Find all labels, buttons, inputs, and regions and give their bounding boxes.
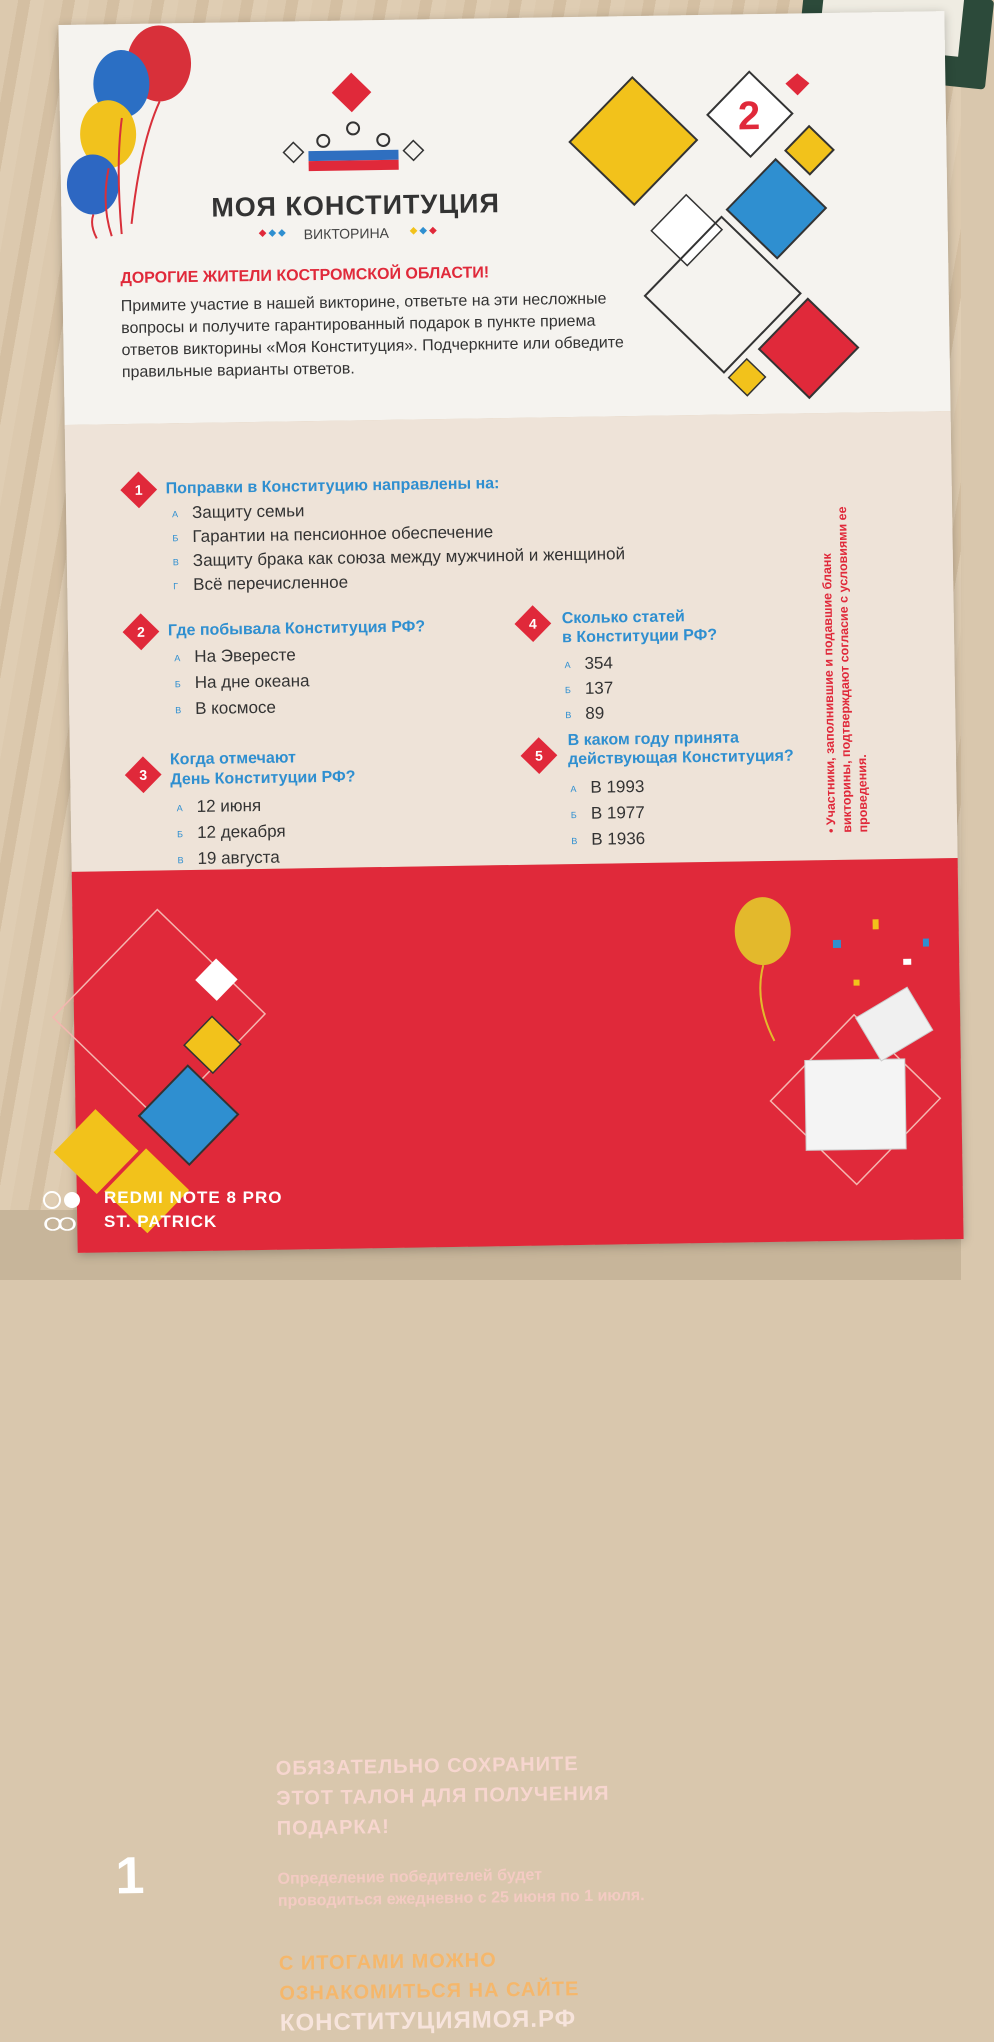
option-text: 89: [585, 703, 605, 723]
logo-title: МОЯ КОНСТИТУЦИЯ: [211, 188, 501, 223]
bottom-yellow-diamond: [729, 359, 766, 396]
option-letter: Б: [177, 828, 184, 839]
results-notice: [279, 1944, 580, 2009]
q2-option-b[interactable]: [175, 671, 310, 693]
red-tv-diamond: [759, 299, 858, 398]
q4-option-c[interactable]: [565, 704, 604, 725]
q5-title-line2: действующая Конституция?: [567, 747, 794, 769]
white-small-diamond: [195, 958, 237, 1000]
watermark-device: REDMI NOTE 8 PRO: [104, 1188, 283, 1207]
q1-option-b[interactable]: [172, 522, 493, 547]
option-text: В 1977: [590, 802, 645, 823]
side-note: • Участники, заполнившие и подавшие бланк викторины, подтверждают согласие с условиями ее проведения.: [819, 506, 871, 834]
winners-line-1: Определение победителей будет: [277, 1866, 543, 1888]
q3-option-b[interactable]: [177, 822, 286, 844]
infinity-icon: [42, 1214, 98, 1234]
confetti-1: [833, 940, 841, 948]
option-text: В космосе: [195, 697, 277, 718]
watermark-author: ST. PATRICK: [104, 1212, 218, 1231]
option-text: Защиту семьи: [191, 501, 305, 522]
option-text: 19 августа: [197, 847, 280, 868]
option-text: 12 июня: [196, 795, 262, 816]
corner-number: 2: [737, 94, 761, 139]
questions-section: [65, 411, 958, 872]
option-letter: Б: [564, 684, 571, 695]
save-line-2: ЭТОТ ТАЛОН ДЛЯ ПОЛУЧЕНИЯ: [276, 1782, 610, 1810]
option-text: Гарантии на пенсионное обеспечение: [192, 522, 494, 546]
logo-outline-diamond-right: [404, 141, 424, 161]
logo-mark: [277, 69, 429, 181]
gold-balloon-string: [760, 965, 775, 1041]
save-line-3: ПОДАРКА!: [276, 1816, 390, 1840]
results-line-2: ОЗНАКОМИТЬСЯ НА САЙТЕ: [279, 1978, 580, 2005]
q4-title-line2: в Конституции РФ?: [561, 626, 718, 647]
option-text: 354: [584, 653, 614, 673]
confetti-5: [923, 938, 929, 946]
option-text: 12 декабря: [196, 821, 286, 842]
option-text: В 1993: [590, 776, 645, 797]
logo-red-diamond: [332, 73, 372, 113]
blue-home-diamond: [139, 1066, 238, 1165]
watermark-line-1: [42, 1188, 282, 1212]
q3-number: 3: [139, 766, 148, 783]
q3-title-line1: Когда отмечают: [169, 749, 297, 769]
quiz-flyer: [58, 11, 963, 2037]
watermark-line-2: [42, 1212, 282, 1236]
q5-title-line1: В каком году принята: [567, 729, 740, 750]
flyer-heading: ДОРОГИЕ ЖИТЕЛИ КОСТРОМСКОЙ ОБЛАСТИ!: [120, 264, 490, 288]
option-letter: А: [176, 802, 183, 813]
winners-notice: [277, 1863, 644, 1913]
q1-option-d[interactable]: [173, 573, 348, 596]
q3-title-line2: День Конституции РФ?: [170, 768, 356, 789]
gift-and-balloon-illustration: [712, 878, 957, 1182]
q4-number: 4: [528, 615, 537, 632]
yellow-diamond: [570, 77, 697, 204]
logo-stripe-red: [309, 160, 399, 171]
balloons-illustration: [58, 23, 221, 245]
option-text: На дне океана: [194, 671, 310, 692]
option-text: В 1936: [591, 828, 646, 849]
gift-box: [805, 1059, 906, 1151]
gift-lid: [856, 987, 933, 1061]
q4-option-a[interactable]: [564, 653, 613, 674]
option-letter: А: [174, 652, 181, 663]
confetti-2: [873, 919, 879, 929]
logo-stripe-blue: [308, 150, 398, 161]
yellow-frame-diamond: [184, 1016, 241, 1073]
logo-dots-left: ◆◆◆: [258, 227, 288, 239]
results-line-1: С ИТОГАМИ МОЖНО: [278, 1949, 497, 1975]
q5-option-a[interactable]: [570, 777, 644, 798]
logo-figure-right: [377, 134, 389, 146]
q5-option-c[interactable]: [571, 829, 645, 850]
q1-option-c[interactable]: [173, 544, 625, 571]
site-link[interactable]: КОНСТИТУЦИЯМОЯ.РФ: [279, 2005, 577, 2037]
option-text: Всё перечисленное: [193, 572, 349, 594]
dual-camera-icon: [42, 1190, 98, 1210]
q4-title-line1: Сколько статей: [561, 608, 685, 628]
big-outline-diamond: [53, 910, 265, 1122]
logo-figure-left: [317, 135, 329, 147]
option-letter: Б: [570, 809, 577, 820]
option-letter: Б: [172, 532, 179, 543]
save-line-1: ОБЯЗАТЕЛЬНО СОХРАНИТЕ: [275, 1753, 579, 1780]
q1-number: 1: [134, 481, 143, 498]
q5-number: 5: [534, 747, 543, 764]
q3-option-a[interactable]: [177, 796, 262, 817]
option-text: На Эвересте: [194, 645, 296, 666]
logo-figure-center: [347, 122, 359, 134]
camera-watermark: [42, 1188, 282, 1236]
logo-dots-right: ◆◆◆: [409, 225, 439, 237]
flyer-top-section: [58, 11, 950, 425]
option-text: 137: [584, 678, 614, 698]
option-letter: Г: [173, 580, 179, 591]
option-letter: Б: [174, 678, 181, 689]
winners-line-2: проводиться ежедневно с 25 июня по 1 июля.: [277, 1887, 645, 1910]
option-letter: В: [172, 556, 179, 567]
figure-diamond-outline: [651, 195, 722, 266]
q1-option-a[interactable]: [172, 501, 305, 523]
flyer-intro: Примите участие в нашей викторине, ответьте на эти несложные вопросы и получите гарантированный подарок в пункте приема ответов викторины «Моя Конституция». Подчеркните или обведите правильные варианты ответов.: [120, 290, 624, 382]
option-letter: В: [571, 835, 578, 846]
confetti-3: [903, 959, 911, 965]
option-letter: В: [177, 854, 184, 865]
q4-option-b[interactable]: [565, 678, 614, 699]
book-icon: [785, 73, 809, 95]
q2-option-c[interactable]: [175, 698, 276, 720]
bottom-big-number: 1: [115, 1846, 145, 1906]
q2-title: Где побывала Конституция РФ?: [167, 618, 426, 640]
option-text: Защиту брака как союза между мужчиной и женщиной: [192, 544, 626, 570]
q1-title: Поправки в Конституцию направлены на:: [165, 475, 500, 498]
option-letter: В: [565, 709, 572, 720]
q5-option-b[interactable]: [571, 803, 645, 824]
q2-number: 2: [136, 623, 145, 640]
option-letter: В: [175, 704, 182, 715]
logo-outline-diamond-left: [284, 142, 304, 162]
option-letter: А: [570, 783, 577, 794]
option-letter: А: [172, 508, 179, 519]
confetti-4: [854, 980, 860, 986]
option-letter: А: [564, 659, 571, 670]
logo-subtitle: ВИКТОРИНА: [303, 224, 390, 243]
q3-option-c[interactable]: [177, 848, 279, 870]
save-notice: [276, 1749, 611, 1844]
small-yellow-diamond: [785, 126, 833, 174]
q2-option-a[interactable]: [174, 645, 296, 667]
gold-balloon: [734, 897, 791, 966]
